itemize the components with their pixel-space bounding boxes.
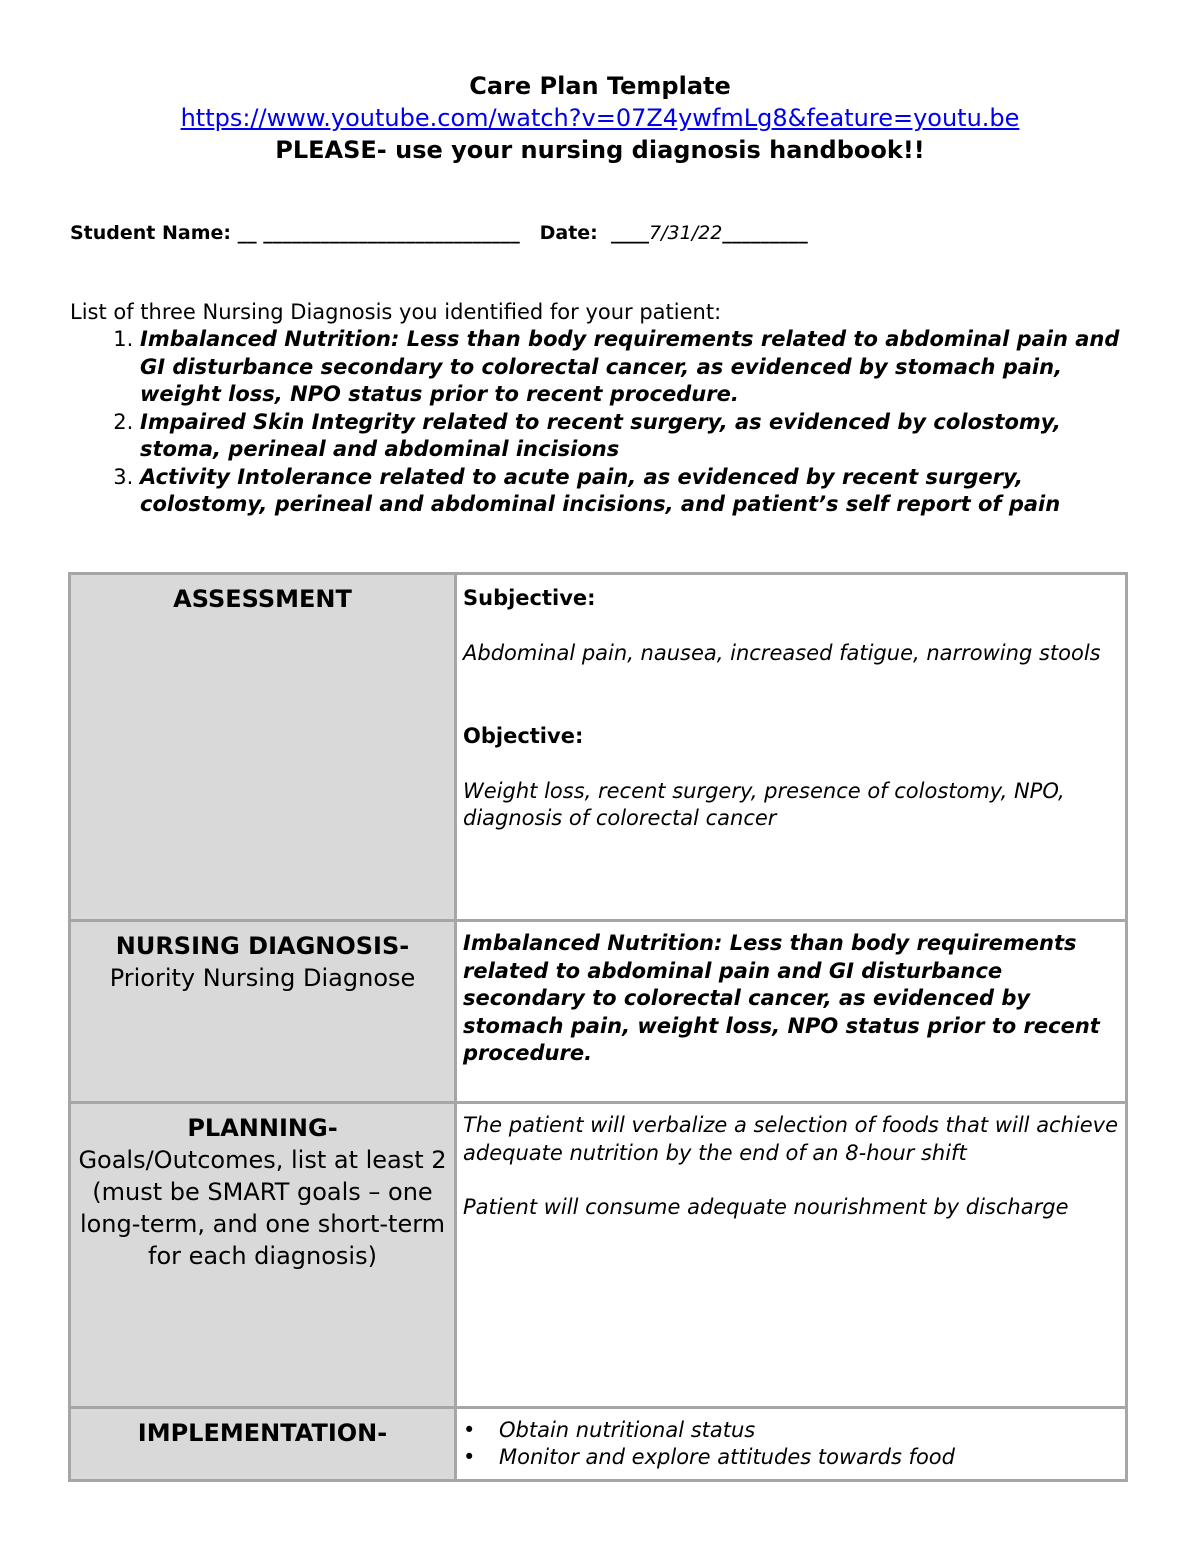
nursing-diagnosis-content-cell [456,921,1127,1103]
student-info-line [70,220,808,246]
planning-sublabel: Goals/Outcomes, list at least 2 (must be SMART goals – one long-term, and one short-term for each diagnosis) [78,1146,447,1270]
implementation-list [463,1417,1119,1471]
nursing-diagnosis-label-cell [70,921,456,1103]
implementation-row [70,1408,1127,1481]
priority-diagnosis-text: Imbalanced Nutrition: Less than body requirements related to abdominal pain and GI disturbance secondary to colorectal cancer, as evidenced by stomach pain, weight loss, NPO status prior to recent procedure. [463,931,1100,1065]
implementation-item [463,1444,1119,1471]
planning-goal: The patient will verbalize a selection of foods that will achieve adequate nutrition by the end of an 8-hour shift [463,1113,1119,1165]
student-name-value: __ ___________________________ [237,222,520,244]
date-label: Date: [539,222,598,244]
subjective-text: Abdominal pain, nausea, increased fatigue, narrowing stools [463,640,1101,665]
nursing-diagnosis-sublabel: Priority Nursing Diagnose [109,964,416,992]
date-value: 7/31/22 [649,222,723,244]
nursing-diagnosis-row [70,921,1127,1103]
handbook-notice: PLEASE- use your nursing diagnosis handbook!! [275,136,925,164]
diagnosis-item: 2. Impaired Skin Integrity related to recent surgery, as evidenced by colostomy, stoma, perineal and abdominal incisions [140,409,1130,464]
date-suffix: _________ [722,222,808,244]
assessment-row [70,574,1127,921]
assessment-label: ASSESSMENT [173,585,352,613]
subjective-label: Subjective: [463,586,596,610]
diagnosis-list-intro: List of three Nursing Diagnosis you identified for your patient: [70,300,722,324]
planning-label: PLANNING- [187,1114,338,1142]
implementation-item-text: Obtain nutritional status [499,1418,756,1442]
diagnosis-item: 1. Imbalanced Nutrition: Less than body requirements related to abdominal pain and GI disturbance secondary to colorectal cancer, as evidenced by stomach pain, weight loss, NPO status prior to recent procedure. [140,326,1130,409]
implementation-content-cell [456,1408,1127,1481]
implementation-item [463,1417,1119,1444]
document-header [0,70,1200,166]
implementation-item-text: Monitor and explore attitudes towards food [499,1445,955,1469]
planning-row [70,1103,1127,1408]
planning-content-cell [456,1103,1127,1408]
diagnosis-list-section [70,298,1130,519]
objective-label: Objective: [463,724,584,748]
bullet-icon: • [463,1418,476,1442]
planning-goal: Patient will consume adequate nourishment by discharge [463,1195,1069,1219]
implementation-label-cell [70,1408,456,1481]
date-prefix: ____ [611,222,650,244]
care-plan-table [68,572,1128,1482]
youtube-link[interactable]: https://www.youtube.com/watch?v=07Z4ywfmLg8&feature=youtu.be [180,104,1020,132]
implementation-label: IMPLEMENTATION- [137,1419,388,1447]
planning-label-cell [70,1103,456,1408]
student-name-label: Student Name: [70,222,232,244]
assessment-label-cell [70,574,456,921]
document-title: Care Plan Template [469,72,731,100]
diagnosis-list [70,326,1130,519]
assessment-content-cell [456,574,1127,921]
objective-text: Weight loss, recent surgery, presence of colostomy, NPO, diagnosis of colorectal cancer [463,778,1065,830]
bullet-icon: • [463,1445,476,1469]
diagnosis-item: 3. Activity Intolerance related to acute pain, as evidenced by recent surgery, colostomy, perineal and abdominal incisions, and patient’s self report of pain [140,464,1130,519]
nursing-diagnosis-label: NURSING DIAGNOSIS- [115,932,410,960]
